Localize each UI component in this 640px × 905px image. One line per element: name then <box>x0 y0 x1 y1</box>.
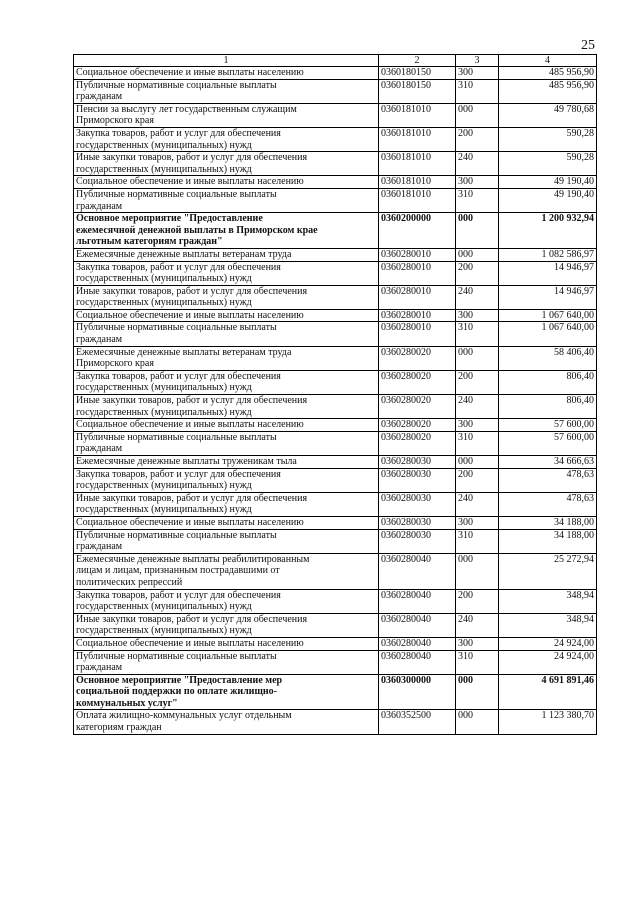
row-name-line: государственных (муниципальных) нужд <box>76 297 252 309</box>
row-amount: 590,28 <box>499 152 597 176</box>
row-name-line: Публичные нормативные социальные выплаты <box>76 529 277 541</box>
table-row <box>74 468 597 492</box>
header-col-2: 2 <box>379 55 456 67</box>
row-name-line: Основное мероприятие "Предоставление <box>76 213 263 225</box>
row-amount: 348,94 <box>499 613 597 637</box>
row-code: 0360280040 <box>379 613 456 637</box>
table-row <box>74 710 597 734</box>
row-expense-type: 310 <box>456 188 499 212</box>
row-name-line: Приморского края <box>76 358 154 370</box>
table-row <box>74 613 597 637</box>
row-name-line: Ежемесячные денежные выплаты реабилитированным <box>76 553 310 565</box>
row-code: 0360280040 <box>379 650 456 674</box>
row-name <box>74 419 379 432</box>
row-name-line: Закупка товаров, работ и услуг для обеспечения <box>76 468 281 480</box>
row-code: 0360280010 <box>379 261 456 285</box>
row-code: 0360280030 <box>379 456 456 469</box>
row-expense-type: 300 <box>456 309 499 322</box>
row-name <box>74 516 379 529</box>
table-row <box>74 67 597 80</box>
table-row <box>74 419 597 432</box>
row-code: 0360352500 <box>379 710 456 734</box>
row-expense-type: 000 <box>456 213 499 249</box>
row-code: 0360280020 <box>379 419 456 432</box>
row-expense-type: 240 <box>456 613 499 637</box>
row-name-line: гражданам <box>76 541 123 553</box>
row-amount: 1 067 640,00 <box>499 309 597 322</box>
row-name-line: Иные закупки товаров, работ и услуг для обеспечения <box>76 492 308 504</box>
row-amount: 1 082 586,97 <box>499 248 597 261</box>
row-name-line: Публичные нормативные социальные выплаты <box>76 322 277 334</box>
row-expense-type: 000 <box>456 553 499 589</box>
row-name-line: государственных (муниципальных) нужд <box>76 504 252 516</box>
row-name-line: гражданам <box>76 91 123 103</box>
row-name <box>74 456 379 469</box>
row-amount: 34 188,00 <box>499 516 597 529</box>
row-expense-type: 000 <box>456 674 499 710</box>
row-name-line: государственных (муниципальных) нужд <box>76 382 252 394</box>
table-row <box>74 213 597 249</box>
row-name <box>74 370 379 394</box>
row-name-line: Пенсии за выслугу лет государственным служащим <box>76 103 297 115</box>
row-expense-type: 310 <box>456 79 499 103</box>
row-amount: 34 666,63 <box>499 456 597 469</box>
row-name-line: Иные закупки товаров, работ и услуг для обеспечения <box>76 613 308 625</box>
table-row <box>74 589 597 613</box>
row-name-line: Социальное обеспечение и иные выплаты населению <box>76 176 304 188</box>
row-amount: 806,40 <box>499 395 597 419</box>
row-name-line: социальной поддержки по оплате жилищно- <box>76 686 277 698</box>
row-code: 0360280040 <box>379 589 456 613</box>
table-row <box>74 176 597 189</box>
row-expense-type: 240 <box>456 152 499 176</box>
row-name-line: Приморского края <box>76 115 154 127</box>
row-name-line: государственных (муниципальных) нужд <box>76 406 252 418</box>
row-amount: 590,28 <box>499 127 597 151</box>
row-name-line: гражданам <box>76 200 123 212</box>
row-expense-type: 300 <box>456 419 499 432</box>
row-name <box>74 261 379 285</box>
row-amount: 14 946,97 <box>499 261 597 285</box>
row-name-line: Закупка товаров, работ и услуг для обеспечения <box>76 370 281 382</box>
row-name <box>74 710 379 734</box>
table-row <box>74 127 597 151</box>
row-code: 0360280010 <box>379 309 456 322</box>
row-amount: 478,63 <box>499 468 597 492</box>
row-amount: 49 190,40 <box>499 176 597 189</box>
row-code: 0360280030 <box>379 492 456 516</box>
row-name-line: гражданам <box>76 443 123 455</box>
row-expense-type: 000 <box>456 103 499 127</box>
row-expense-type: 240 <box>456 492 499 516</box>
row-name <box>74 79 379 103</box>
page-number: 25 <box>581 38 595 53</box>
row-amount: 485 956,90 <box>499 79 597 103</box>
row-name <box>74 213 379 249</box>
row-name-line: государственных (муниципальных) нужд <box>76 163 252 175</box>
row-name-line: категориям граждан <box>76 722 162 734</box>
table-row <box>74 322 597 346</box>
row-name <box>74 529 379 553</box>
row-amount: 806,40 <box>499 370 597 394</box>
row-name <box>74 395 379 419</box>
row-name-line: Социальное обеспечение и иные выплаты населению <box>76 419 304 431</box>
row-code: 0360181010 <box>379 188 456 212</box>
row-amount: 57 600,00 <box>499 431 597 455</box>
table-row <box>74 553 597 589</box>
table-row <box>74 346 597 370</box>
row-code: 0360280010 <box>379 248 456 261</box>
table-body <box>74 67 597 735</box>
table-row <box>74 516 597 529</box>
row-amount: 49 190,40 <box>499 188 597 212</box>
table-row <box>74 529 597 553</box>
row-name-line: Закупка товаров, работ и услуг для обеспечения <box>76 589 281 601</box>
row-code: 0360300000 <box>379 674 456 710</box>
row-name-line: Ежемесячные денежные выплаты труженикам тыла <box>76 456 297 467</box>
row-amount: 1 123 380,70 <box>499 710 597 734</box>
row-amount: 485 956,90 <box>499 67 597 80</box>
row-name <box>74 322 379 346</box>
row-name-line: государственных (муниципальных) нужд <box>76 139 252 151</box>
row-name <box>74 176 379 189</box>
row-name <box>74 613 379 637</box>
row-name-line: Публичные нормативные социальные выплаты <box>76 650 277 662</box>
row-expense-type: 310 <box>456 322 499 346</box>
row-amount: 1 067 640,00 <box>499 322 597 346</box>
row-code: 0360280030 <box>379 468 456 492</box>
row-name-line: Публичные нормативные социальные выплаты <box>76 188 277 200</box>
row-name-line: Публичные нормативные социальные выплаты <box>76 431 277 443</box>
row-expense-type: 240 <box>456 285 499 309</box>
row-name-line: Ежемесячные денежные выплаты ветеранам труда <box>76 346 292 358</box>
row-code: 0360200000 <box>379 213 456 249</box>
row-code: 0360280020 <box>379 431 456 455</box>
table-row <box>74 79 597 103</box>
table-row <box>74 395 597 419</box>
row-expense-type: 200 <box>456 261 499 285</box>
row-name <box>74 285 379 309</box>
row-expense-type: 240 <box>456 395 499 419</box>
row-expense-type: 000 <box>456 456 499 469</box>
row-code: 0360181010 <box>379 152 456 176</box>
table-row <box>74 309 597 322</box>
row-name <box>74 67 379 80</box>
row-amount: 49 780,68 <box>499 103 597 127</box>
header-col-1: 1 <box>74 55 379 67</box>
row-name-line: Социальное обеспечение и иные выплаты населению <box>76 309 304 321</box>
row-name-line: Ежемесячные денежные выплаты ветеранам труда <box>76 248 292 260</box>
table-row <box>74 637 597 650</box>
row-name-line: Закупка товаров, работ и услуг для обеспечения <box>76 261 281 273</box>
table-row <box>74 492 597 516</box>
row-name <box>74 650 379 674</box>
table-row <box>74 152 597 176</box>
row-name-line: государственных (муниципальных) нужд <box>76 480 252 492</box>
row-name <box>74 589 379 613</box>
row-amount: 25 272,94 <box>499 553 597 589</box>
row-amount: 58 406,40 <box>499 346 597 370</box>
row-amount: 478,63 <box>499 492 597 516</box>
row-expense-type: 300 <box>456 637 499 650</box>
row-expense-type: 200 <box>456 370 499 394</box>
row-code: 0360280020 <box>379 346 456 370</box>
table-row <box>74 261 597 285</box>
table-row <box>74 103 597 127</box>
row-name-line: гражданам <box>76 334 123 346</box>
row-code: 0360280010 <box>379 285 456 309</box>
row-code: 0360280020 <box>379 370 456 394</box>
row-name-line: Иные закупки товаров, работ и услуг для обеспечения <box>76 285 308 297</box>
row-amount: 1 200 932,94 <box>499 213 597 249</box>
header-col-4: 4 <box>499 55 597 67</box>
row-name-line: политических репрессий <box>76 576 183 588</box>
row-name-line: Социальное обеспечение и иные выплаты населению <box>76 516 304 528</box>
row-expense-type: 310 <box>456 529 499 553</box>
row-code: 0360280030 <box>379 516 456 529</box>
budget-table <box>73 54 597 735</box>
table-row <box>74 248 597 261</box>
header-col-3: 3 <box>456 55 499 67</box>
row-name-line: Иные закупки товаров, работ и услуг для обеспечения <box>76 395 308 407</box>
table-header <box>74 55 597 67</box>
row-code: 0360280010 <box>379 322 456 346</box>
row-name <box>74 248 379 261</box>
row-code: 0360181010 <box>379 103 456 127</box>
row-name-line: Социальное обеспечение и иные выплаты населению <box>76 67 304 78</box>
row-amount: 24 924,00 <box>499 650 597 674</box>
row-amount: 24 924,00 <box>499 637 597 650</box>
row-name-line: государственных (муниципальных) нужд <box>76 625 252 637</box>
row-code: 0360181010 <box>379 127 456 151</box>
row-expense-type: 310 <box>456 431 499 455</box>
row-name-line: льготным категориям граждан" <box>76 236 223 248</box>
row-name <box>74 346 379 370</box>
table-row <box>74 674 597 710</box>
row-code: 0360180150 <box>379 67 456 80</box>
row-expense-type: 300 <box>456 176 499 189</box>
row-amount: 348,94 <box>499 589 597 613</box>
row-expense-type: 000 <box>456 346 499 370</box>
row-code: 0360280030 <box>379 529 456 553</box>
row-code: 0360181010 <box>379 176 456 189</box>
table-row <box>74 370 597 394</box>
row-name-line: Закупка товаров, работ и услуг для обеспечения <box>76 127 281 139</box>
row-name <box>74 309 379 322</box>
row-name <box>74 152 379 176</box>
table-row <box>74 650 597 674</box>
row-expense-type: 200 <box>456 589 499 613</box>
row-amount: 14 946,97 <box>499 285 597 309</box>
table-row <box>74 456 597 469</box>
row-expense-type: 200 <box>456 468 499 492</box>
row-name-line: лицам и лицам, признанным пострадавшими от <box>76 565 280 577</box>
row-name <box>74 127 379 151</box>
row-name-line: гражданам <box>76 662 123 674</box>
row-name <box>74 553 379 589</box>
row-name <box>74 468 379 492</box>
row-code: 0360180150 <box>379 79 456 103</box>
row-name <box>74 674 379 710</box>
row-name-line: коммунальных услуг" <box>76 697 178 709</box>
row-name-line: государственных (муниципальных) нужд <box>76 601 252 613</box>
table-row <box>74 431 597 455</box>
row-expense-type: 310 <box>456 650 499 674</box>
row-name-line: Иные закупки товаров, работ и услуг для обеспечения <box>76 152 308 164</box>
row-amount: 57 600,00 <box>499 419 597 432</box>
row-expense-type: 300 <box>456 516 499 529</box>
row-expense-type: 200 <box>456 127 499 151</box>
row-name <box>74 637 379 650</box>
row-amount: 4 691 891,46 <box>499 674 597 710</box>
row-name-line: ежемесячной денежной выплаты в Приморском крае <box>76 224 318 236</box>
row-name-line: Основное мероприятие "Предоставление мер <box>76 674 283 686</box>
row-amount: 34 188,00 <box>499 529 597 553</box>
row-expense-type: 000 <box>456 710 499 734</box>
row-name <box>74 431 379 455</box>
table-row <box>74 285 597 309</box>
row-code: 0360280020 <box>379 395 456 419</box>
row-name <box>74 103 379 127</box>
table-row <box>74 188 597 212</box>
row-expense-type: 000 <box>456 248 499 261</box>
row-name-line: Оплата жилищно-коммунальных услуг отдельным <box>76 710 292 722</box>
row-name <box>74 492 379 516</box>
row-code: 0360280040 <box>379 637 456 650</box>
row-name-line: государственных (муниципальных) нужд <box>76 273 252 285</box>
row-name <box>74 188 379 212</box>
row-expense-type: 300 <box>456 67 499 80</box>
row-code: 0360280040 <box>379 553 456 589</box>
row-name-line: Публичные нормативные социальные выплаты <box>76 79 277 91</box>
row-name-line: Социальное обеспечение и иные выплаты населению <box>76 637 304 649</box>
